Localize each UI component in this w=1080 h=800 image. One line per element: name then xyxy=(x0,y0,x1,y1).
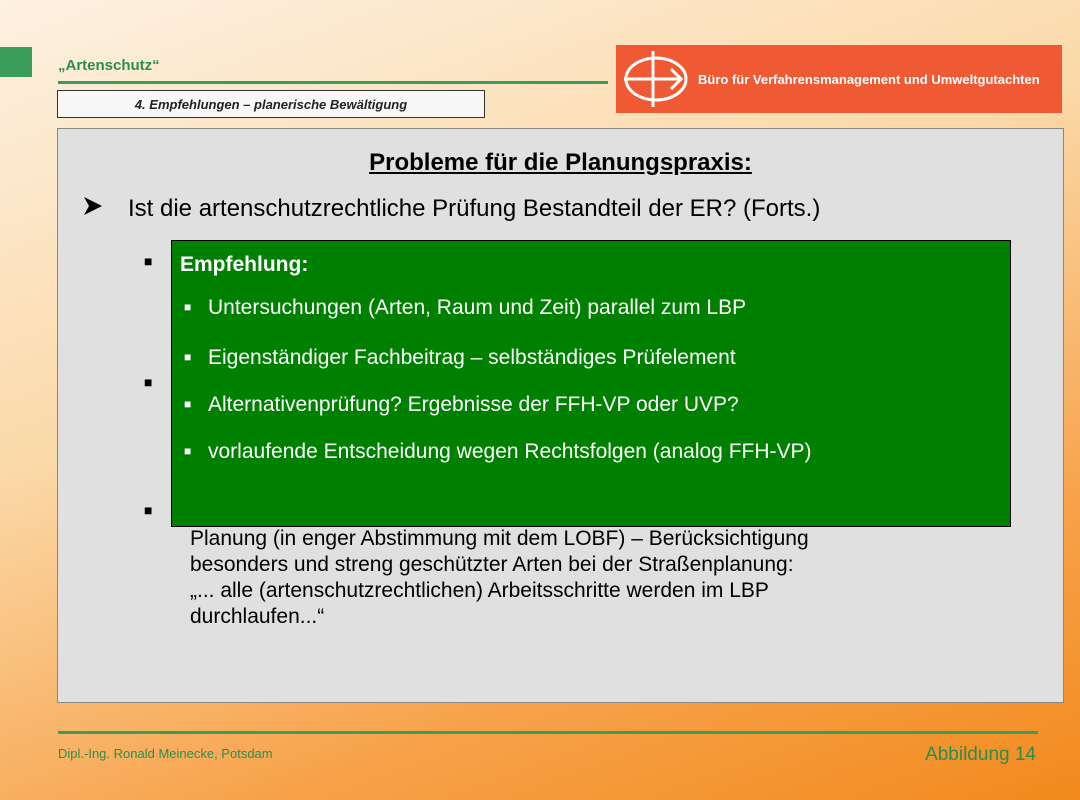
body-text-line: Planung (in enger Abstimmung mit dem LOBF) – Berücksichtigung xyxy=(190,527,809,550)
square-bullet-icon: ■ xyxy=(144,253,153,269)
body-text-line: „... alle (artenschutzrechtlichen) Arbeitsschritte werden im LBP xyxy=(190,579,769,602)
logo-text: Büro für Verfahrensmanagement und Umweltgutachten xyxy=(698,71,1040,87)
header-title: „Artenschutz“ xyxy=(58,57,160,74)
footer-author: Dipl.-Ing. Ronald Meinecke, Potsdam xyxy=(58,746,273,761)
recommendation-item: ■ Eigenständiger Fachbeitrag – selbständiges Prüfelement xyxy=(184,346,736,369)
recommendation-item: ■ vorlaufende Entscheidung wegen Rechtsfolgen (analog FFH-VP) xyxy=(184,440,812,463)
square-bullet-icon: ■ xyxy=(184,444,192,458)
logo-mark-icon xyxy=(616,45,696,113)
footer-divider xyxy=(58,731,1038,734)
recommendation-item: ■ Alternativenprüfung? Ergebnisse der FFH-VP oder UVP? xyxy=(184,393,739,416)
logo xyxy=(616,45,1062,113)
figure-label: Abbildung 14 xyxy=(925,744,1036,765)
question-bullet xyxy=(82,195,820,223)
recommendation-title: Empfehlung: xyxy=(180,253,309,276)
body-text xyxy=(190,526,809,630)
section-label: 4. Empfehlungen – planerische Bewältigung xyxy=(57,90,485,118)
body-text-line: durchlaufen...“ xyxy=(190,605,325,628)
recommendation-box xyxy=(171,240,1011,527)
square-bullet-icon: ■ xyxy=(184,350,192,364)
square-bullet-icon: ■ xyxy=(144,374,153,390)
square-bullet-icon: ■ xyxy=(184,300,192,314)
square-bullet-icon: ■ xyxy=(184,397,192,411)
recommendation-item: ■ Untersuchungen (Arten, Raum und Zeit) parallel zum LBP xyxy=(184,296,747,319)
page-title: Probleme für die Planungspraxis: xyxy=(369,149,752,176)
square-bullet-icon: ■ xyxy=(144,502,153,518)
question-text: Ist die artenschutzrechtliche Prüfung Bestandteil der ER? (Forts.) xyxy=(128,195,821,222)
body-text-line: besonders und streng geschützter Arten bei der Straßenplanung: xyxy=(190,553,794,576)
corner-square xyxy=(0,47,32,77)
arrow-bullet-icon xyxy=(82,195,128,223)
header-divider xyxy=(58,81,608,84)
